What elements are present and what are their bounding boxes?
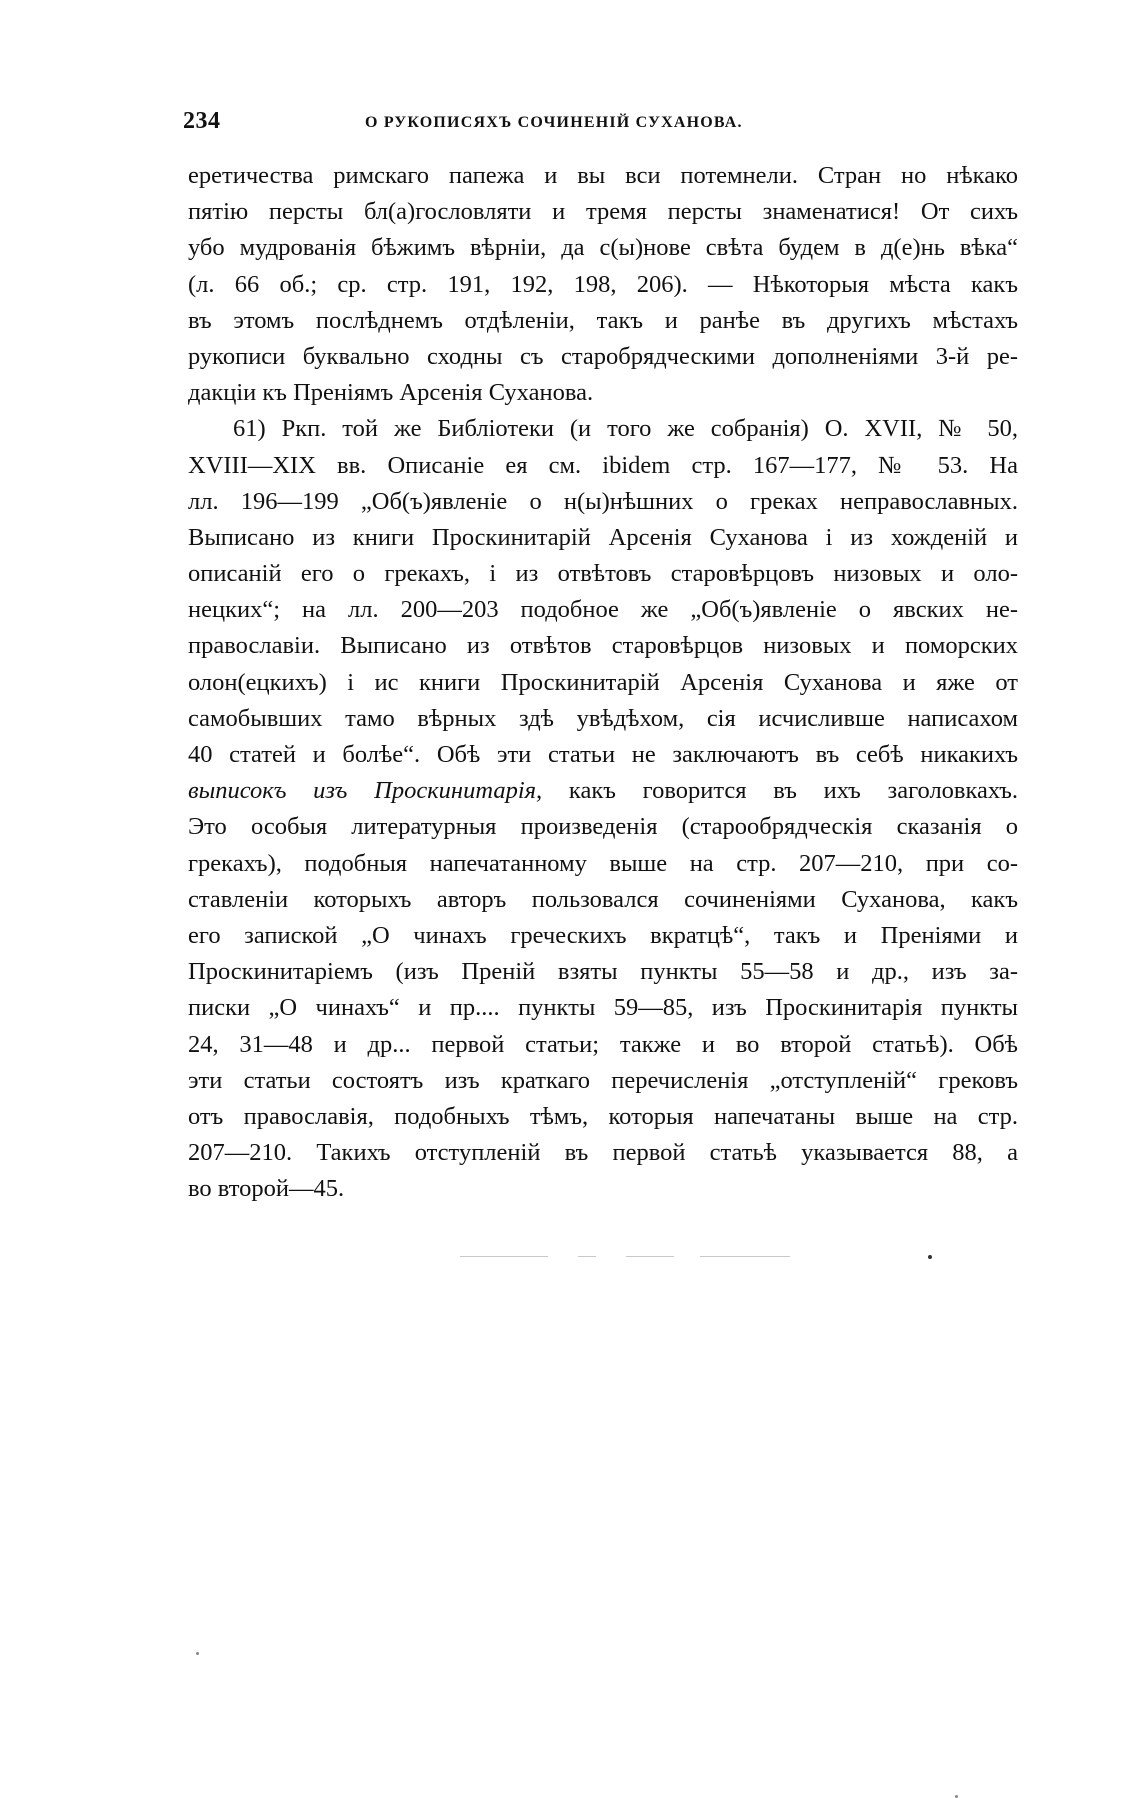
page-header — [183, 108, 773, 144]
text-line-rest: какъ говорится въ ихъ заголовкахъ. — [542, 777, 1018, 805]
text-line: XVIII—XIX вв. Описаніе ея см. ibidem стр. 167—177, № 53. На — [188, 451, 1018, 479]
body-text — [188, 158, 1018, 1207]
text-line: Выписано из книги Проскинитарій Арсенія Суханова і из хожденій и — [188, 523, 1018, 551]
text-line: писки „О чинахъ“ и пр.... пункты 59—85, изъ Проскинитарія пункты — [188, 994, 1018, 1022]
text-line: грекахъ), подобныя напечатанному выше на стр. 207—210, при со- — [188, 849, 1018, 877]
paragraph-1 — [188, 158, 1018, 411]
text-line: убо мудрованія бѣжимъ вѣрніи, да с(ы)нове свѣта будем в д(е)нь вѣка“ — [188, 234, 1018, 262]
text-line: 24, 31—48 и др... первой статьи; также и во второй статьѣ). Обѣ — [188, 1030, 1018, 1058]
italic-phrase: выписокъ изъ Проскинитарія, — [188, 777, 543, 805]
text-line: Это особыя литературныя произведенія (старообрядческія сказанія о — [188, 813, 1018, 841]
text-line: самобывших тамо вѣрных здѣ увѣдѣхом, сія исчисливше написахом — [188, 704, 1018, 732]
text-line: Проскинитаріемъ (изъ Преній взяты пункты 55—58 и др., изъ за- — [188, 958, 1018, 986]
stray-mark — [196, 1652, 199, 1655]
text-line: дакціи къ Преніямъ Арсенія Суханова. — [188, 379, 594, 407]
text-line: (л. 66 об.; ср. стр. 191, 192, 198, 206). — Нѣкоторыя мѣста какъ — [188, 270, 1018, 298]
text-line: его запиской „О чинахъ греческихъ вкратцѣ“, такъ и Преніями и — [188, 921, 1018, 949]
page-number: 234 — [183, 108, 221, 134]
text-line: рукописи буквально сходны съ старобрядческими дополненіями 3-й ре- — [188, 342, 1018, 370]
text-line: отъ православія, подобныхъ тѣмъ, которыя напечатаны выше на стр. — [188, 1102, 1018, 1130]
text-line: пятію персты бл(а)гословляти и тремя персты знаменатися! От сихъ — [188, 198, 1018, 226]
text-line: въ этомъ послѣднемъ отдѣленіи, такъ и ранѣе въ другихъ мѣстахъ — [188, 306, 1018, 334]
text-line: эти статьи состоятъ изъ краткаго перечисленія „отступленій“ грековъ — [188, 1066, 1018, 1094]
text-line-with-italic — [188, 773, 1018, 809]
speck-mark — [578, 1256, 596, 1257]
text-line: еретичества римскаго папежа и вы вси потемнели. Стран но нѣкако — [188, 162, 1018, 189]
print-specks — [460, 1250, 940, 1264]
speck-dot — [928, 1255, 932, 1259]
text-line: олон(ецкихъ) і ис книги Проскинитарій Арсенія Суханова и яже от — [188, 668, 1018, 696]
text-line: во второй—45. — [188, 1175, 345, 1203]
text-line: 61) Ркп. той же Библіотеки (и того же собранія) О. XVII, № 50, — [233, 415, 1018, 443]
running-title: О РУКОПИСЯХЪ СОЧИНЕНІЙ СУХАНОВА. — [365, 114, 743, 131]
text-line: 40 статей и болѣе“. Обѣ эти статьи не заключаютъ въ себѣ никакихъ — [188, 741, 1018, 768]
text-line: 207—210. Такихъ отступленій въ первой статьѣ указывается 88, а — [188, 1139, 1018, 1167]
text-line: православіи. Выписано из отвѣтов старовѣрцов низовых и поморских — [188, 632, 1018, 660]
text-line: лл. 196—199 „Об(ъ)явленіе о н(ы)нѣшних о греках неправославных. — [188, 487, 1018, 515]
text-line: ставленіи которыхъ авторъ пользовался сочиненіями Суханова, какъ — [188, 885, 1018, 913]
speck-mark — [626, 1256, 674, 1257]
paragraph-2 — [188, 411, 1018, 1207]
speck-mark — [460, 1256, 548, 1257]
speck-mark — [700, 1256, 790, 1257]
text-line: описаній его о грекахъ, і из отвѣтовъ старовѣрцовъ низовых и оло- — [188, 560, 1018, 588]
text-line: нецких“; на лл. 200—203 подобное же „Об(ъ)явленіе о явских не- — [188, 596, 1018, 624]
